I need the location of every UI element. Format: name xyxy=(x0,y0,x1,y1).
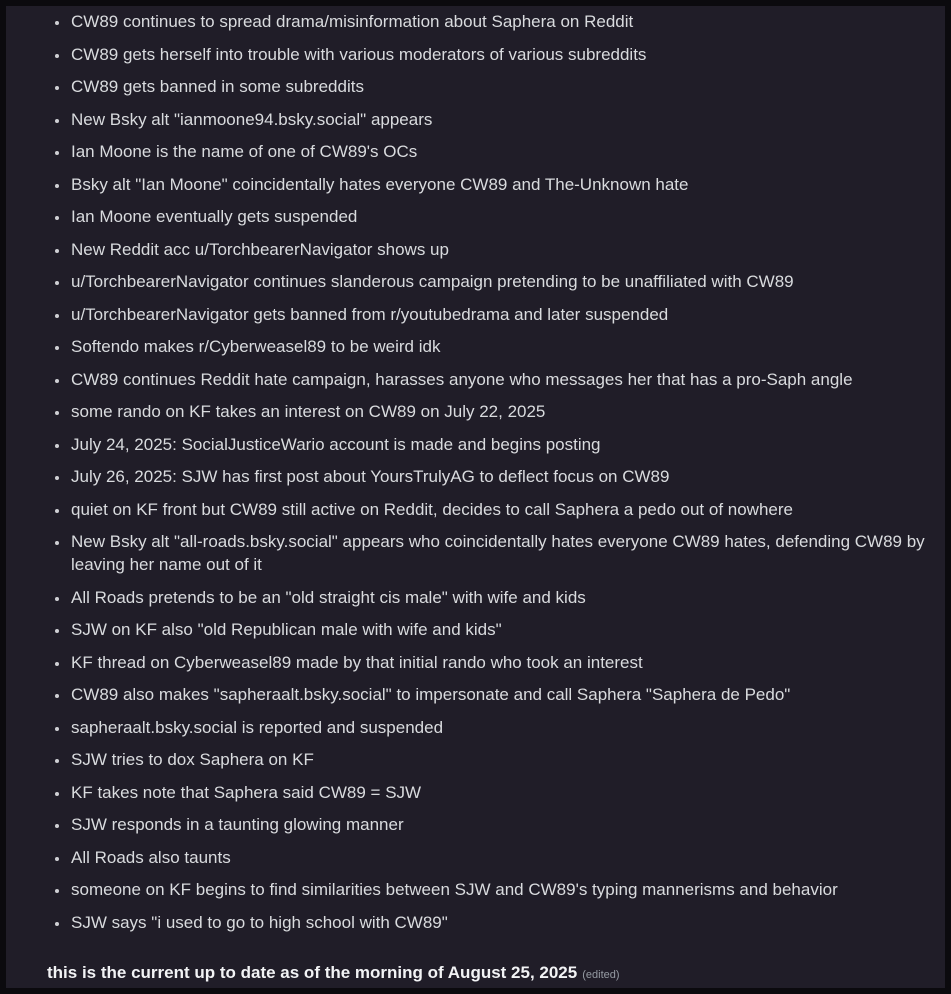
footer-note-text: this is the current up to date as of the morning of August 25, 2025 xyxy=(47,962,578,982)
list-item: • KF thread on Cyberweasel89 made by that initial rando who took an interest xyxy=(70,651,935,674)
list-item: • New Bsky alt "all-roads.bsky.social" appears who coincidentally hates everyone CW89 hates, defending CW89 by leaving her name out of it xyxy=(70,530,935,576)
list-item: • quiet on KF front but CW89 still active on Reddit, decides to call Saphera a pedo out of nowhere xyxy=(70,498,935,521)
list-item: • CW89 continues to spread drama/misinformation about Saphera on Reddit xyxy=(70,10,935,33)
list-item: • All Roads also taunts xyxy=(70,846,935,869)
list-item: • July 24, 2025: SocialJusticeWario account is made and begins posting xyxy=(70,433,935,456)
list-item: • Ian Moone is the name of one of CW89's OCs xyxy=(70,140,935,163)
bullet-list xyxy=(47,10,935,934)
list-item: • New Reddit acc u/TorchbearerNavigator shows up xyxy=(70,238,935,261)
list-item: • sapheraalt.bsky.social is reported and suspended xyxy=(70,716,935,739)
list-item: • SJW says "i used to go to high school with CW89" xyxy=(70,911,935,934)
list-item: • CW89 gets banned in some subreddits xyxy=(70,75,935,98)
list-item: • someone on KF begins to find similarities between SJW and CW89's typing mannerisms and behavior xyxy=(70,878,935,901)
list-item: • SJW responds in a taunting glowing manner xyxy=(70,813,935,836)
message-content xyxy=(6,6,945,988)
list-item: • Bsky alt "Ian Moone" coincidentally hates everyone CW89 and The-Unknown hate xyxy=(70,173,935,196)
list-item: • Ian Moone eventually gets suspended xyxy=(70,205,935,228)
edited-badge: (edited) xyxy=(582,968,620,981)
list-item: • All Roads pretends to be an "old straight cis male" with wife and kids xyxy=(70,586,935,609)
list-item: • KF takes note that Saphera said CW89 = SJW xyxy=(70,781,935,804)
list-item: • SJW on KF also "old Republican male with wife and kids" xyxy=(70,618,935,641)
list-item: • CW89 gets herself into trouble with various moderators of various subreddits xyxy=(70,43,935,66)
list-item: • July 26, 2025: SJW has first post about YoursTrulyAG to deflect focus on CW89 xyxy=(70,465,935,488)
list-item: • some rando on KF takes an interest on CW89 on July 22, 2025 xyxy=(70,400,935,423)
list-item: • u/TorchbearerNavigator continues slanderous campaign pretending to be unaffiliated with CW89 xyxy=(70,270,935,293)
list-item: • CW89 continues Reddit hate campaign, harasses anyone who messages her that has a pro-Saph angle xyxy=(70,368,935,391)
list-item: • Softendo makes r/Cyberweasel89 to be weird idk xyxy=(70,335,935,358)
list-item: • SJW tries to dox Saphera on KF xyxy=(70,748,935,771)
footer-note xyxy=(47,961,935,987)
list-item: • u/TorchbearerNavigator gets banned from r/youtubedrama and later suspended xyxy=(70,303,935,326)
list-item: • CW89 also makes "sapheraalt.bsky.social" to impersonate and call Saphera "Saphera de Pedo" xyxy=(70,683,935,706)
list-item: • New Bsky alt "ianmoone94.bsky.social" appears xyxy=(70,108,935,131)
